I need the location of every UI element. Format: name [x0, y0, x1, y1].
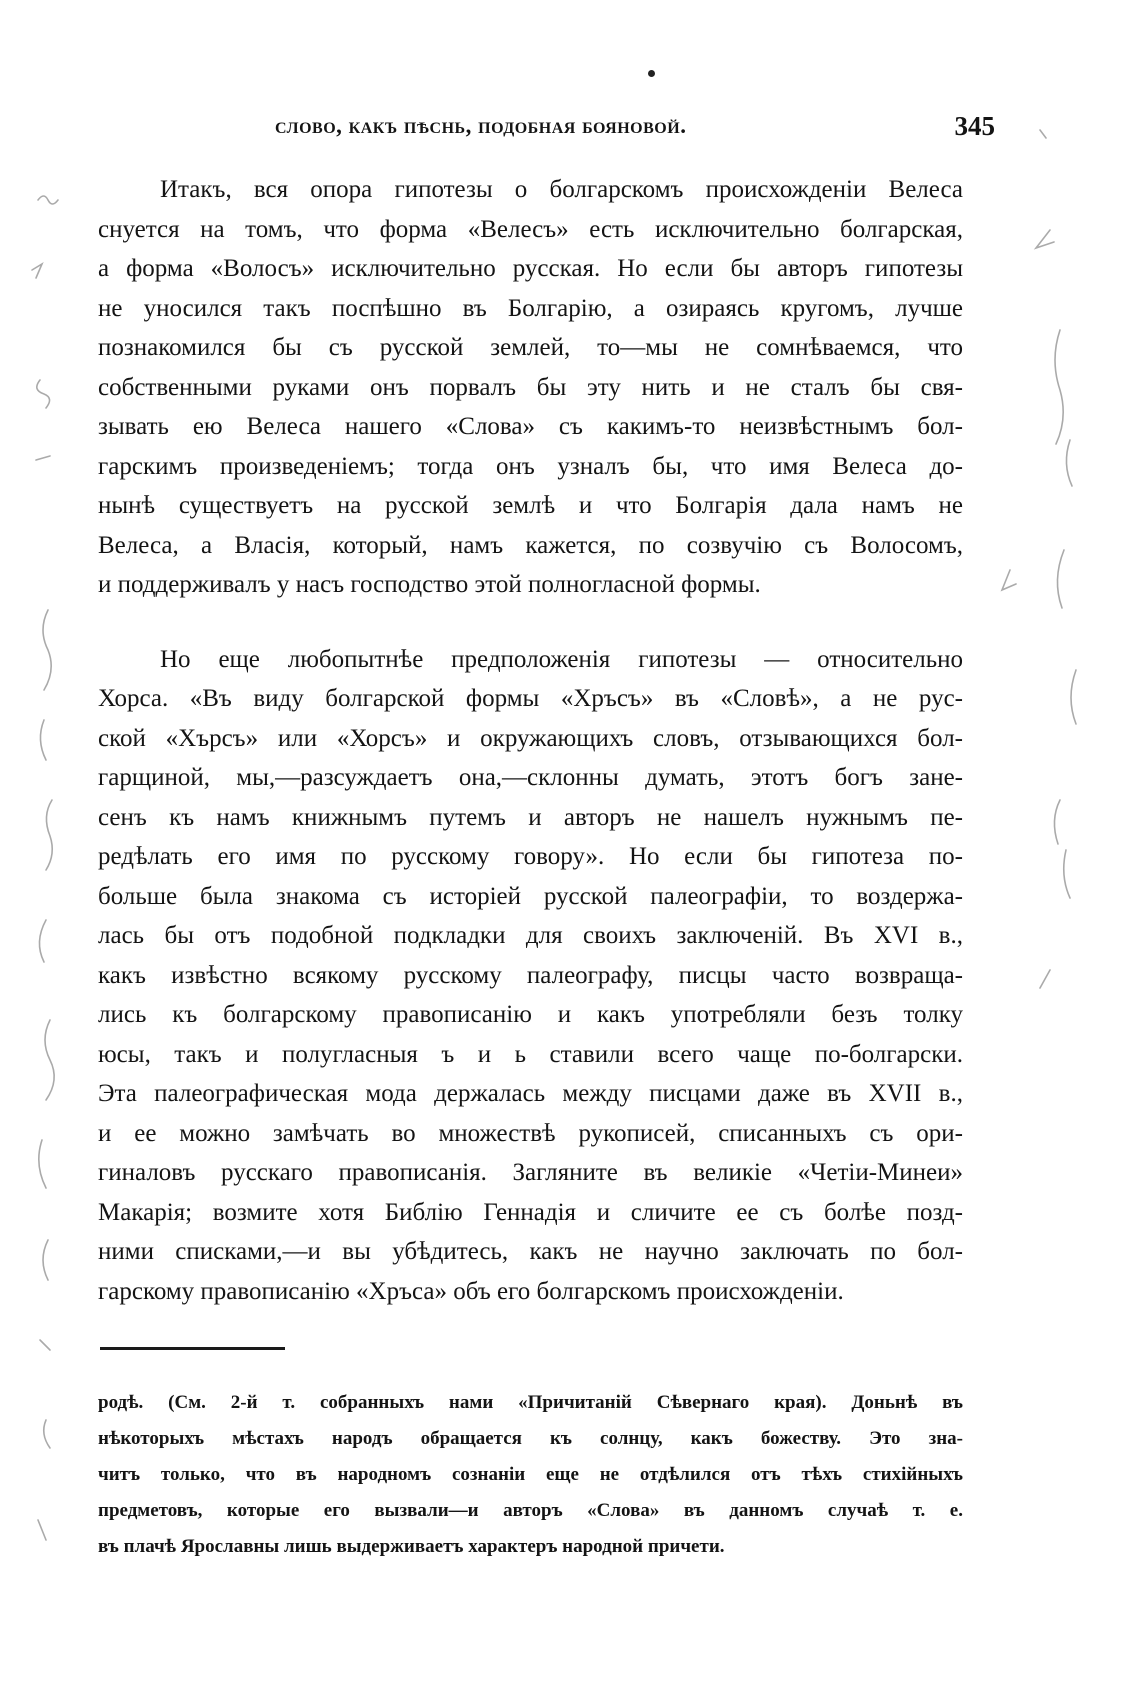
text-line: Хорса. «Въ виду болгарской формы «Хръсъ» въ «Словѣ», а не рус-	[98, 685, 963, 712]
text-line: и поддерживалъ у насъ господство этой полногласной формы.	[98, 571, 761, 598]
page-number: 345	[954, 111, 995, 141]
footnote-divider	[100, 1347, 285, 1350]
text-line: Итакъ, вся опора гипотезы о болгарскомъ происхожденіи Велеса	[160, 176, 963, 203]
text-line: собственными руками онъ порвалъ бы эту нить и не сталъ бы свя-	[98, 373, 963, 401]
paragraph-velesa	[98, 170, 963, 605]
text-line: лись къ болгарскому правописанію и какъ употребляли безъ толку	[98, 1001, 963, 1028]
right-margin-handwriting	[990, 110, 1110, 1110]
text-line: гиналовъ русскаго правописанія. Загляните въ великіе «Четіи-Минеи»	[98, 1159, 963, 1186]
running-title: слово, какъ пѣснь, подобная бояновой.	[275, 113, 687, 138]
footnote-line: предметовъ, которые его вызвали—и авторъ «Слова» въ данномъ случаѣ т. е.	[98, 1500, 963, 1521]
text-line: Макарія; возмите хотя Библію Геннадія и сличите ее съ болѣе позд-	[98, 1198, 963, 1226]
main-text	[98, 170, 963, 1311]
text-line: гарскому правописанію «Хръса» объ его болгарскомъ происхожденіи.	[98, 1277, 844, 1305]
text-line: Велеса, а Власія, который, намъ кажется, по созвучію съ Волосомъ,	[98, 531, 963, 559]
text-line: зывать ею Велеса нашего «Слова» съ какимъ-то неизвѣстнымъ бол-	[98, 413, 963, 440]
ink-speck	[648, 70, 655, 77]
text-line: сенъ къ намъ книжнымъ путемъ и авторъ не нашелъ нужнымъ пе-	[98, 803, 963, 831]
text-line: редѣлать его имя по русскому говору». Но если бы гипотеза по-	[98, 843, 963, 870]
text-line: познакомился бы съ русской землей, то—мы не сомнѣваемся, что	[98, 334, 963, 361]
text-line: ними списками,—и вы убѣдитесь, какъ не научно заключать по бол-	[98, 1238, 963, 1265]
footnote	[98, 1385, 963, 1565]
text-line: Но еще любопытнѣе предположенія гипотезы — относительно	[160, 645, 963, 673]
footnote-line: родѣ. (См. 2-й т. собранныхъ нами «Причитаній Сѣвернаго края). Доньнѣ въ	[98, 1392, 963, 1413]
text-line: нынѣ существуетъ на русской землѣ и что Болгарія дала намъ не	[98, 492, 963, 519]
text-line: юсы, такъ и полугласныя ъ и ь ставили всего чаще по-болгарски.	[98, 1040, 963, 1068]
page-header	[275, 113, 995, 147]
text-line: Эта палеографическая мода держалась между писцами даже въ XVII в.,	[98, 1080, 963, 1107]
footnote-line: нѣкоторыхъ мѣстахъ народъ обращается къ солнцу, какъ божеству. Это зна-	[98, 1428, 963, 1449]
text-line: снуется на томъ, что форма «Велесъ» есть исключительно болгарская,	[98, 215, 963, 243]
text-line: ской «Хърсъ» или «Хорсъ» и окружающихъ словъ, отзывающихся бол-	[98, 724, 963, 752]
text-line: а форма «Волосъ» исключительно русская. Но если бы авторъ гипотезы	[98, 255, 963, 282]
text-line: гарщиной, мы,—разсуждаетъ она,—склонны думать, этотъ богъ зане-	[98, 764, 963, 791]
text-line: лась бы отъ подобной подкладки для своихъ заключеній. Въ XVI в.,	[98, 922, 963, 949]
text-line: гарскимъ произведеніемъ; тогда онъ узналъ бы, что имя Велеса до-	[98, 452, 963, 480]
footnote-line: въ плачѣ Ярославны лишь выдерживаетъ характеръ народной причети.	[98, 1536, 725, 1557]
paragraph-horsa	[98, 640, 963, 1312]
left-margin-handwriting	[18, 160, 68, 1620]
text-line: не уносился такъ поспѣшно въ Болгарію, а озираясь кругомъ, лучше	[98, 294, 963, 322]
text-line: какъ извѣстно всякому русскому палеографу, писцы часто возвраща-	[98, 961, 963, 989]
text-line: и ее можно замѣчать во множествѣ рукописей, списанныхъ съ ори-	[98, 1119, 963, 1147]
footnote-line: читъ только, что въ народномъ сознаніи еще не отдѣлился отъ тѣхъ стихійныхъ	[98, 1464, 963, 1485]
text-line: больше была знакома съ исторіей русской палеографіи, то воздержа-	[98, 882, 963, 910]
